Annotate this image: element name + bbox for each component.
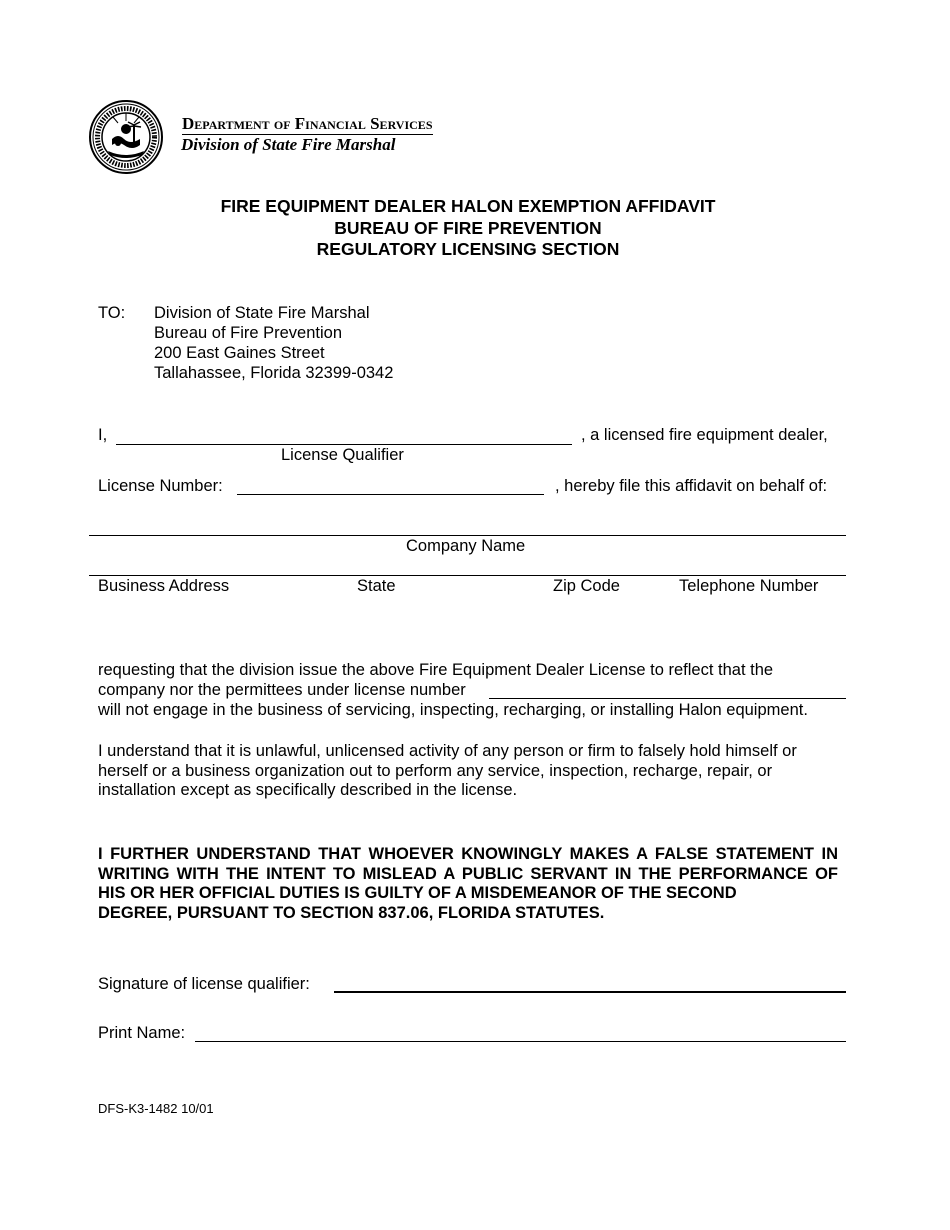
florida-state-seal [88,99,164,175]
telephone-caption: Telephone Number [679,577,819,595]
warning-text: I FURTHER UNDERSTAND THAT WHOEVER KNOWINGLY MAKES A FALSE STATEMENT IN WRITING WITH THE INTENT TO MISLEAD A PUBLIC SERVANT IN THE PERFORMANCE OF HIS OR HER OFFICIAL DUTIES IS GUILTY OF A MISDEMEANOR OF THE SECOND [98,845,838,903]
business-address-caption: Business Address [98,577,230,595]
license-number-label: License Number: [98,477,223,495]
request-text-line2: company nor the permittees under license number [98,681,466,699]
permit-license-number-field[interactable] [489,698,846,699]
understand-text-line2: herself or a business organization out to perform any service, inspection, recharge, repair, or [98,762,773,780]
warning-text-last: DEGREE, PURSUANT TO SECTION 837.06, FLORIDA STATUTES. [98,904,605,923]
request-text-line1: requesting that the division issue the above Fire Equipment Dealer License to reflect that the [98,661,774,679]
signature-label: Signature of license qualifier: [98,975,310,993]
section-title: REGULATORY LICENSING SECTION [316,239,620,259]
license-number-field[interactable] [237,494,544,495]
zip-code-caption: Zip Code [553,577,620,595]
to-label: TO: [98,304,126,322]
form-title-block [0,196,936,261]
division-name: Division of State Fire Marshal [181,135,396,154]
print-name-label: Print Name: [98,1024,186,1042]
to-address [154,303,393,383]
form-number: DFS-K3-1482 10/01 [98,1101,214,1116]
bureau-title: BUREAU OF FIRE PREVENTION [334,217,602,238]
request-text-line3: will not engage in the business of servicing, inspecting, recharging, or installing Halon equipment. [98,701,808,719]
address-line: Tallahassee, Florida 32399-0342 [154,364,394,382]
license-qualifier-caption: License Qualifier [281,446,404,464]
state-caption: State [357,577,396,595]
print-name-field[interactable] [195,1041,846,1042]
department-name: Department of Financial Services [182,114,433,133]
form-title: FIRE EQUIPMENT DEALER HALON EXEMPTION AFFIDAVIT [220,196,716,216]
company-name-caption: Company Name [406,537,526,555]
understand-text-line3: installation except as specifically described in the license. [98,781,518,799]
address-line: Bureau of Fire Prevention [154,324,343,342]
file-on-behalf-text: , hereby file this affidavit on behalf of: [555,477,828,495]
dealer-statement: , a licensed fire equipment dealer, [581,426,828,444]
signature-field[interactable] [334,991,846,993]
address-line: Division of State Fire Marshal [154,304,370,322]
understand-text-line1: I understand that it is unlawful, unlicensed activity of any person or firm to falsely hold himself or [98,742,797,760]
misdemeanor-warning [98,845,838,924]
i-label: I, [98,426,108,444]
address-line: 200 East Gaines Street [154,344,325,362]
